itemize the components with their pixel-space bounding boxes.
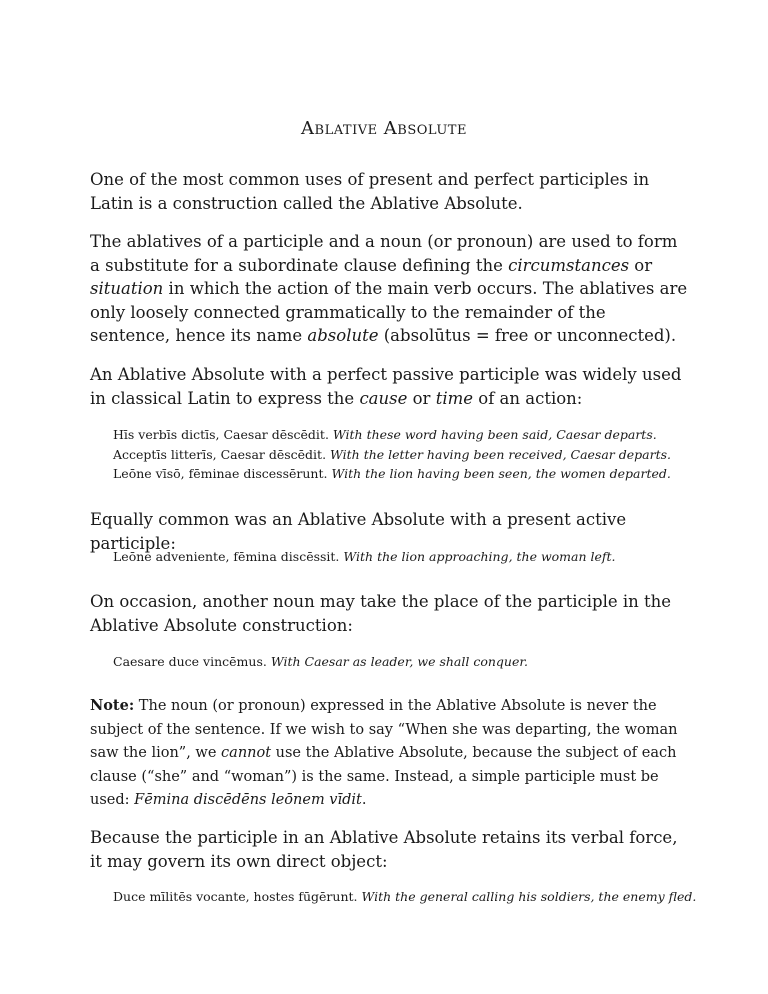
text-run: in which the action of the main verb occurs. The ablatives are only loosely connected grammatically to the remainder of the sentence, hence its name — [90, 279, 688, 345]
emphasis-situation: situation — [90, 279, 164, 298]
example-line — [113, 547, 733, 567]
english-translation: With these word having been said, Caesar departs. — [332, 427, 657, 442]
text-run: An Ablative Absolute with a perfect passive participle was widely used in classical Latin to express the — [90, 365, 682, 408]
text-run: (absolūtus = free or unconnected). — [378, 326, 677, 345]
text-run: use the Ablative Absolute, because the subject of each clause (“she” and “woman”) is the same. Instead, a simple participle must be used: — [90, 745, 677, 808]
emphasis-time: time — [435, 388, 474, 408]
english-translation: With the lion approaching, the woman left. — [343, 549, 616, 564]
definition-paragraph — [90, 230, 690, 348]
example-line — [113, 652, 733, 672]
latin-sentence: Leōne adveniente, fēmina discēssit. — [113, 549, 344, 564]
english-translation: With the general calling his soldiers, the enemy fled. — [361, 889, 697, 904]
intro-paragraph: One of the most common uses of present and perfect participles in Latin is a construction called the Ablative Absolute. — [90, 170, 650, 213]
text-run: . — [361, 792, 367, 808]
perfect-passive-paragraph — [90, 363, 690, 410]
text-run: The ablatives of a participle and a noun (or pronoun) are used to form a substitute for a subordinate clause defining the — [90, 232, 678, 275]
latin-sentence: Caesare duce vincēmus. — [113, 654, 271, 669]
emphasis-cause: cause — [359, 388, 408, 408]
note-label: Note: — [90, 697, 135, 714]
latin-sentence: Duce mīlitēs vocante, hostes fūgērunt. — [113, 889, 362, 904]
latin-sentence: Hīs verbīs dictīs, Caesar dēscēdit. — [113, 427, 333, 442]
text-run: The noun (or pronoun) expressed in the Ablative Absolute is never the subject of the sentence. If we wish to say “When she was departing, the woman saw the lion”, we — [90, 698, 678, 761]
english-translation: With Caesar as leader, we shall conquer. — [270, 654, 528, 669]
example-line — [113, 887, 733, 907]
verbal-force-paragraph: Because the participle in an Ablative Absolute retains its verbal force, it may govern its own direct object: — [90, 828, 678, 871]
example-line — [113, 464, 733, 484]
latin-example-inline: Fēmina discēdēns leōnem vīdit — [134, 792, 362, 808]
english-translation: With the lion having been seen, the women departed. — [331, 466, 671, 481]
text-run: of an action: — [473, 388, 583, 408]
text-run: or — [407, 388, 436, 408]
present-active-paragraph: Equally common was an Ablative Absolute with a present active participle: — [90, 510, 627, 553]
emphasis-circumstances: circumstances — [508, 255, 630, 275]
page-title: Ablative Absolute — [301, 118, 467, 139]
latin-sentence: Acceptīs litterīs, Caesar dēscēdit. — [113, 447, 331, 462]
emphasis-absolute: absolute — [307, 326, 379, 345]
example-line — [113, 425, 733, 445]
emphasis-cannot: cannot — [221, 745, 272, 761]
text-run: or — [629, 255, 653, 275]
noun-substitute-paragraph: On occasion, another noun may take the place of the participle in the Ablative Absolute construction: — [90, 592, 672, 635]
example-line — [113, 445, 733, 465]
english-translation: With the letter having been received, Caesar departs. — [330, 447, 671, 462]
note-paragraph — [90, 694, 690, 813]
latin-sentence: Leōne vīsō, fēminae discessērunt. — [113, 466, 332, 481]
